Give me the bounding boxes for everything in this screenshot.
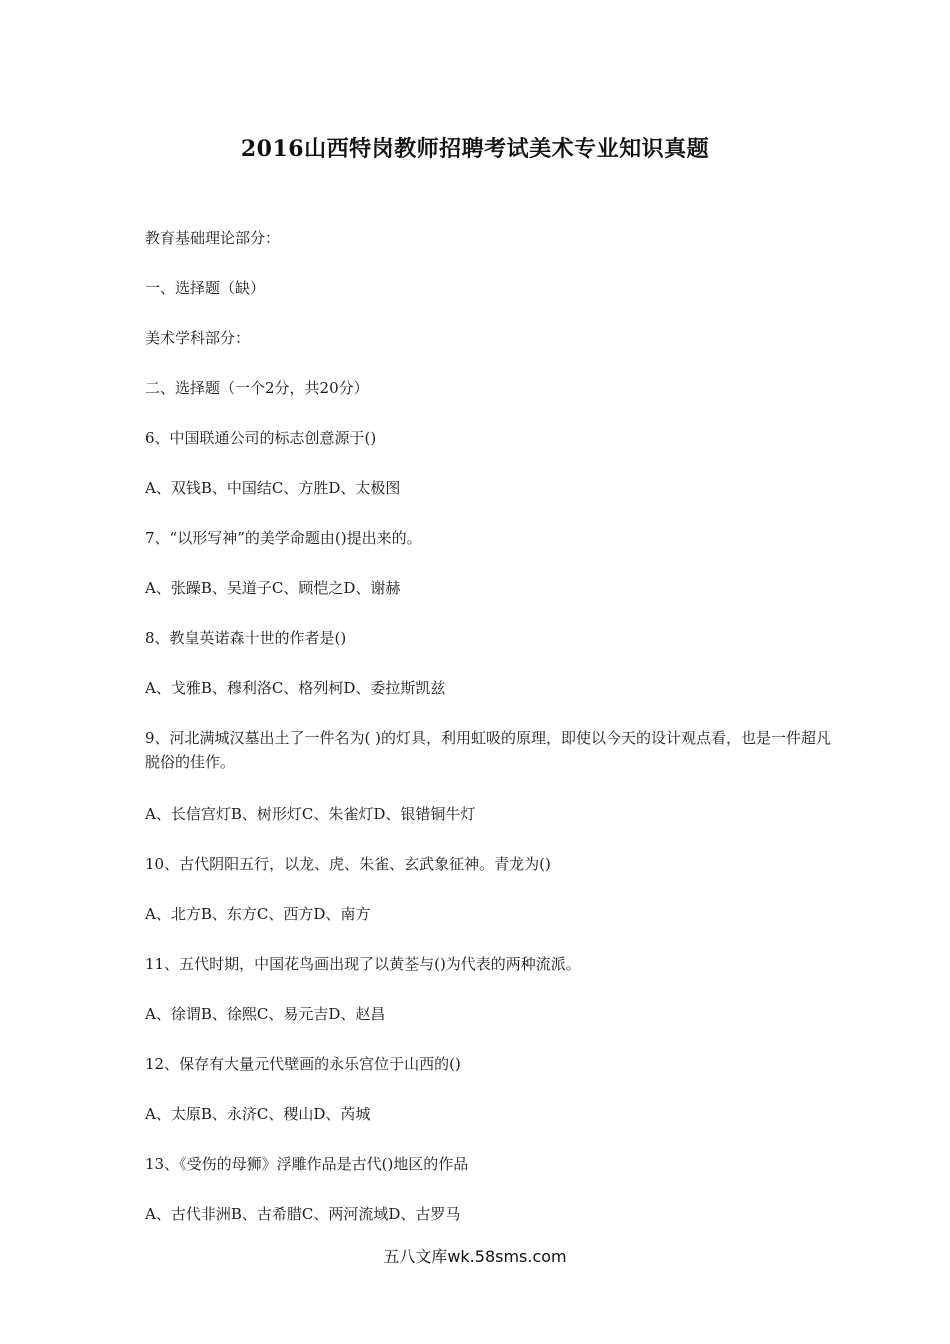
section-heading-art-subject: 美术学科部分： <box>145 329 251 347</box>
document-title: 2016山西特岗教师招聘考试美术专业知识真题 <box>240 136 710 162</box>
question-10: 10、古代阴阳五行，以龙、虎、朱雀、玄武象征神。青龙为() <box>145 855 551 873</box>
question-12: 12、保存有大量元代壁画的永乐宫位于山西的() <box>145 1055 461 1073</box>
page-footer-watermark: 五八文库wk.58sms.com <box>383 1247 567 1266</box>
question-6: 6、中国联通公司的标志创意源于() <box>145 429 377 447</box>
question-8: 8、教皇英诺森十世的作者是() <box>145 629 347 647</box>
question-7: 7、“以形写神”的美学命题由()提出来的。 <box>145 529 422 547</box>
question-6-options: A、双钱B、中国结C、方胜D、太极图 <box>145 479 401 497</box>
question-12-options: A、太原B、永济C、稷山D、芮城 <box>145 1105 371 1123</box>
section-heading-choice-missing: 一、选择题（缺） <box>145 279 266 297</box>
question-7-options: A、张躁B、吴道子C、顾恺之D、谢赫 <box>145 579 401 597</box>
question-11: 11、五代时期，中国花鸟画出现了以黄荃与()为代表的两种流派。 <box>145 955 581 973</box>
question-10-options: A、北方B、东方C、西方D、南方 <box>145 905 371 923</box>
question-9-options: A、长信宫灯B、树形灯C、朱雀灯D、银错铜牛灯 <box>145 805 476 823</box>
document-body <box>145 226 845 1252</box>
question-8-options: A、戈雅B、穆利洛C、格列柯D、委拉斯凯兹 <box>145 679 446 697</box>
question-13: 13、《受伤的母狮》浮雕作品是古代()地区的作品 <box>145 1155 469 1173</box>
question-11-options: A、徐谓B、徐熙C、易元吉D、赵昌 <box>145 1005 386 1023</box>
section-heading-education-theory: 教育基础理论部分： <box>145 229 281 247</box>
section-heading-choice-questions: 二、选择题（一个2分，共20分） <box>145 379 369 397</box>
question-9: 9、河北满城汉墓出土了一件名为( )的灯具，利用虹吸的原理，即使以今天的设计观点看，也是一件超凡脱俗的佳作。 <box>145 729 832 771</box>
question-13-options: A、古代非洲B、古希腊C、两河流域D、古罗马 <box>145 1205 461 1223</box>
